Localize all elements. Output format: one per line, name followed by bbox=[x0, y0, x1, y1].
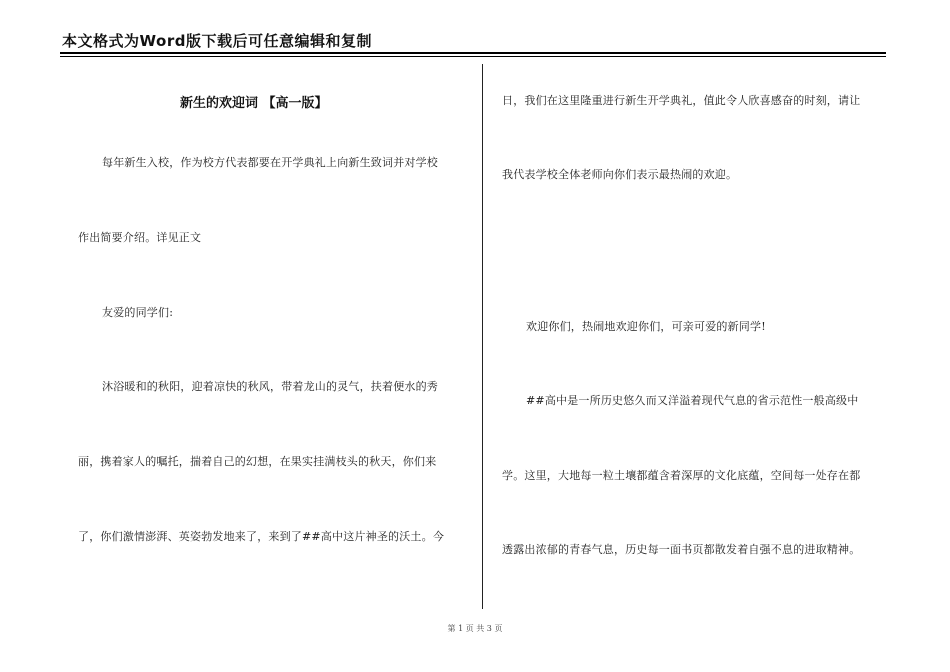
header-rule-thin bbox=[60, 56, 886, 57]
paragraph-line: 丽，携着家人的嘱托，揣着自己的幻想，在果实挂满枝头的秋天，你们来 bbox=[78, 455, 437, 468]
paragraph-line: 每年新生入校，作为校方代表都要在开学典礼上向新生致词并对学校 bbox=[102, 156, 438, 169]
paragraph-line: 透露出浓郁的青春气息，历史每一面书页都散发着自强不息的进取精神。 bbox=[502, 543, 861, 556]
page-number-footer: 第 1 页 共 3 页 bbox=[447, 624, 503, 633]
paragraph-line: 作出简要介绍。详见正文 bbox=[78, 231, 202, 244]
paragraph-line: 友爱的同学们: bbox=[102, 306, 174, 319]
paragraph-line: 欢迎你们，热闹地欢迎你们，可亲可爱的新同学! bbox=[526, 320, 766, 333]
document-title: 新生的欢迎词 【高一版】 bbox=[180, 96, 328, 111]
paragraph-line: ##高中是一所历史悠久而又洋溢着现代气息的省示范性一般高级中 bbox=[526, 394, 859, 407]
paragraph-line: 学。这里，大地每一粒土壤都蕴含着深厚的文化底蕴，空间每一处存在都 bbox=[502, 469, 861, 482]
paragraph-line: 了，你们激情澎湃、英姿勃发地来了，来到了##高中这片神圣的沃土。今 bbox=[78, 530, 445, 543]
paragraph-line: 日，我们在这里隆重进行新生开学典礼，值此令人欣喜感奋的时刻，请让 bbox=[502, 94, 861, 107]
paragraph-line: 沐浴暖和的秋阳，迎着凉快的秋风，带着龙山的灵气，扶着便水的秀 bbox=[102, 380, 438, 393]
header-rule-thick bbox=[60, 52, 886, 54]
column-divider bbox=[482, 64, 483, 609]
document-banner: 本文格式为Word版下载后可任意编辑和复制 bbox=[62, 32, 372, 50]
paragraph-line: 我代表学校全体老师向你们表示最热闹的欢迎。 bbox=[502, 168, 738, 181]
